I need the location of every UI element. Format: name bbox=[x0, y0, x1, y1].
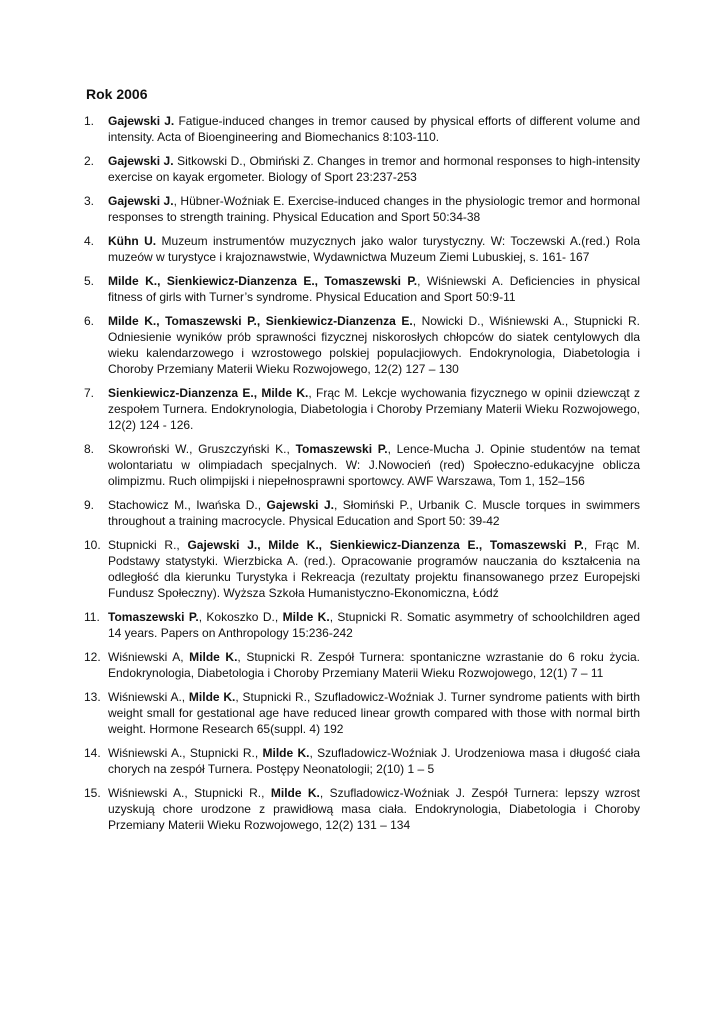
reference-number: 5. bbox=[84, 274, 95, 288]
reference-item bbox=[84, 233, 640, 265]
reference-text-segment: , Lence-Mucha J. Opinie studentów na temat wolontariatu w olimpiadach specjalnych. W: J.Nowocień (red) Społeczno-edukacyjne oblicza olimpizmu. Ruch olimpijski i niepełnosprawni sportowcy. AWF Warszawa, Tom 1, 152–156 bbox=[108, 442, 640, 488]
reference-author-bold: Milde K. bbox=[262, 746, 310, 760]
reference-number: 9. bbox=[84, 498, 95, 512]
reference-author-bold: Gajewski J., Milde K., Sienkiewicz-Dianzenza E., Tomaszewski P. bbox=[187, 538, 584, 552]
reference-author-bold: Milde K. bbox=[188, 690, 236, 704]
reference-text-segment: Fatigue-induced changes in tremor caused by physical efforts of different volume and intensity. Acta of Bioengineering and Biomechanics 8:103-110. bbox=[108, 114, 641, 144]
reference-text-segment: , Stupnicki R. Somatic asymmetry of schoolchildren aged 14 years. Papers on Anthropology 15:236-242 bbox=[108, 610, 640, 640]
reference-author-bold: Gajewski J. bbox=[108, 154, 174, 168]
reference-text-segment: Wiśniewski A., bbox=[108, 690, 189, 704]
reference-item bbox=[84, 745, 640, 777]
reference-text-segment: Skowroński W., Gruszczyński K., bbox=[108, 442, 296, 456]
reference-item bbox=[84, 313, 640, 377]
reference-text-segment: , Słomiński P., Urbanik C. Muscle torques in swimmers throughout a training macrocycle. Physical Education and Sport 50: 39-42 bbox=[108, 498, 641, 528]
reference-text-segment: Stupnicki R., bbox=[108, 538, 188, 552]
reference-text-segment: , Stupnicki R. Zespół Turnera: spontaniczne wzrastanie do 6 roku życia. Endokrynologia, Diabetologia i Choroby Przemiany Materii Wieku Rozwojowego, 12(1) 7 – 11 bbox=[108, 650, 640, 680]
reference-author-bold: Gajewski J. bbox=[108, 114, 175, 128]
reference-author-bold: Gajewski J. bbox=[108, 194, 174, 208]
reference-item bbox=[84, 441, 640, 489]
reference-number: 7. bbox=[84, 386, 95, 400]
reference-text-segment: Wiśniewski A, bbox=[108, 650, 190, 664]
reference-text-segment: Sitkowski D., Obmiński Z. Changes in tremor and hormonal responses to high-intensity exercise on kayak ergometer. Biology of Sport 23:237-253 bbox=[108, 154, 640, 184]
reference-item bbox=[84, 113, 640, 145]
reference-author-bold: Milde K., Tomaszewski P., Sienkiewicz-Dianzenza E. bbox=[108, 314, 413, 328]
reference-number: 4. bbox=[84, 234, 95, 248]
reference-number: 3. bbox=[84, 194, 95, 208]
reference-text-segment: Stachowicz M., Iwańska D., bbox=[108, 498, 267, 512]
reference-item bbox=[84, 385, 640, 433]
reference-list bbox=[84, 113, 640, 841]
reference-item bbox=[84, 153, 640, 185]
reference-text bbox=[108, 313, 640, 377]
reference-item bbox=[84, 273, 640, 305]
reference-author-bold: Milde K. bbox=[282, 610, 330, 624]
reference-text-segment: Wiśniewski A., Stupnicki R., bbox=[108, 746, 263, 760]
reference-text bbox=[108, 649, 640, 681]
reference-item bbox=[84, 497, 640, 529]
reference-author-bold: Tomaszewski P. bbox=[295, 442, 388, 456]
reference-number: 14. bbox=[84, 746, 101, 760]
reference-item bbox=[84, 537, 640, 601]
reference-text-segment: , Nowicki D., Wiśniewski A., Stupnicki R. Odniesienie wyników prób sprawności fizycznej niskorosłych chłopców do siatek centylowych dla wieku kalendarzowego i wzrostowego polskiej populacjiowych. Endokrynologia, Diabetologia i Choroby Przemiany Materii Wieku Rozwojowego, 12(2) 127 – 130 bbox=[108, 314, 640, 376]
reference-text bbox=[108, 537, 640, 601]
reference-text bbox=[108, 497, 640, 529]
reference-number: 10. bbox=[84, 538, 101, 552]
reference-text-segment: , Frąc M. Lekcje wychowania fizycznego w opinii dziewcząt z zespołem Turnera. Endokrynologia, Diabetologia i Choroby Przemiany Materii Wieku Rozwojowego, 12(2) 124 - 126. bbox=[108, 386, 640, 432]
reference-text bbox=[108, 113, 640, 145]
reference-text bbox=[108, 745, 640, 777]
reference-author-bold: Milde K. bbox=[270, 786, 320, 800]
reference-text-segment: Wiśniewski A., Stupnicki R., bbox=[108, 786, 271, 800]
reference-text-segment: , Hübner-Woźniak E. Exercise-induced changes in the physiologic tremor and hormonal responses to strength training. Physical Education and Sport 50:34-38 bbox=[108, 194, 641, 224]
reference-text bbox=[108, 785, 640, 833]
reference-text bbox=[108, 441, 640, 489]
reference-number: 13. bbox=[84, 690, 101, 704]
reference-text-segment: Muzeum instrumentów muzycznych jako walor turystyczny. W: Toczewski A.(red.) Rola muzeów w turystyce i krajoznawstwie, Wydawnictwa Muzeum Ziemi Lubuskiej, s. 161- 167 bbox=[108, 234, 640, 264]
reference-text bbox=[108, 273, 640, 305]
reference-text-segment: , Szufladowicz-Woźniak J. Urodzeniowa masa i długość ciała chorych na zespół Turnera. Postępy Neonatologii; 2(10) 1 – 5 bbox=[108, 746, 640, 776]
reference-number: 12. bbox=[84, 650, 101, 664]
reference-text bbox=[108, 609, 640, 641]
section-heading: Rok 2006 bbox=[86, 86, 148, 102]
reference-item bbox=[84, 689, 640, 737]
reference-author-bold: Sienkiewicz-Dianzenza E., Milde K. bbox=[108, 386, 309, 400]
reference-item bbox=[84, 649, 640, 681]
reference-author-bold: Milde K. bbox=[189, 650, 238, 664]
reference-text-segment: , Wiśniewski A. Deficiencies in physical fitness of girls with Turner’s syndrome. Physical Education and Sport 50:9-11 bbox=[108, 274, 640, 304]
reference-number: 11. bbox=[84, 610, 100, 624]
reference-number: 15. bbox=[84, 786, 101, 800]
reference-text-segment: , Stupnicki R., Szufladowicz-Woźniak J. Turner syndrome patients with birth weight small for gestational age have reduced linear growth compared with those with normal birth weight. Hormone Research 65(suppl. 4) 192 bbox=[108, 690, 640, 736]
reference-author-bold: Kühn U. bbox=[108, 234, 157, 248]
reference-text-segment: , Szufladowicz-Woźniak J. Zespół Turnera: lepszy wzrost uzyskują chore urodzone z prawidłową masa ciała. Endokrynologia, Diabetologia i Choroby Przemiany Materii Wieku Rozwojowego, 12(2) 131 – 134 bbox=[108, 786, 640, 832]
reference-text-segment: , Frąc M. Podstawy statystyki. Wierzbicka A. (red.). Opracowanie programów nauczania do kształcenia na odległość dla kierunku Turystyka i Rekreacja (rezultaty projektu finansowanego przez Europejski Fundusz Społeczny). Wyższa Szkoła Humanistyczno-Ekonomiczna, Łódź bbox=[108, 538, 640, 600]
reference-number: 1. bbox=[84, 114, 95, 128]
reference-text bbox=[108, 193, 640, 225]
reference-item bbox=[84, 193, 640, 225]
reference-text-segment: , Kokoszko D., bbox=[198, 610, 283, 624]
reference-number: 8. bbox=[84, 442, 95, 456]
reference-text bbox=[108, 233, 640, 265]
reference-author-bold: Gajewski J. bbox=[266, 498, 334, 512]
reference-author-bold: Tomaszewski P. bbox=[108, 610, 199, 624]
reference-item bbox=[84, 609, 640, 641]
reference-author-bold: Milde K., Sienkiewicz-Dianzenza E., Tomaszewski P. bbox=[108, 274, 418, 288]
reference-text bbox=[108, 385, 640, 433]
reference-number: 6. bbox=[84, 314, 95, 328]
reference-text bbox=[108, 689, 640, 737]
reference-text bbox=[108, 153, 640, 185]
reference-number: 2. bbox=[84, 154, 95, 168]
reference-item bbox=[84, 785, 640, 833]
